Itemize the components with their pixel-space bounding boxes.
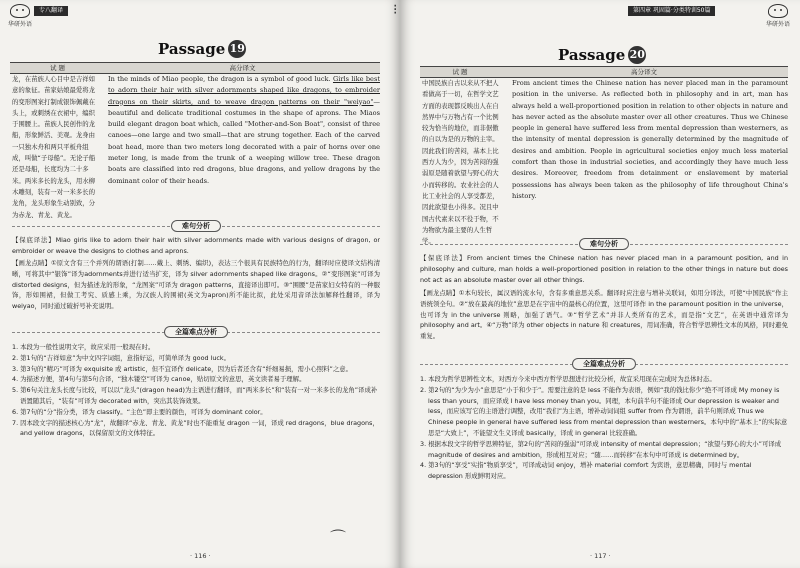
list-item: 4. 为描述方便，第4句与第5句合译，“独木镂空”可译为 canoe，贴切原文的意思，英文读者易于理解。 <box>12 375 306 384</box>
key-point-paragraph: 【画龙点睛】①本句较长，属汉语的流水句，含有多重意思关系。翻译时应注意与增补关联词，如用分译法，可使“中国民族”作主语统领全句。②“放在最高的地位”意思是在宇宙中的最核心的位置，这里可译作 in the paramount position in the universe，也可译为 in the universe 则略，加强了语气。③“哲学艺术”并非人类所有的艺术，而是指“文艺”，在英语中通常译为 philosophy and art。④“万物”译为 other objects in nature 和 creatures，用词准确，符合哲学思辨性文本的风格，同时避免重复。 <box>420 289 788 341</box>
list-item: 7. 因本段文字的描述核心为“龙”，故翻译“赤龙、青龙、黄龙”时也不能重复 dragon 一词，译成 red dragons，blue dragons，and yellow dragons，以保留原文的文体特征。 <box>12 418 379 438</box>
passage-label: Passage <box>558 46 626 64</box>
overall-section-title: 全篇难点分析 <box>572 358 636 370</box>
list-item: 5. 第6句关注龙头长度与比较，可以以“龙头”(dragon head)为主语进行翻译，而“两米多长”和“装有一对一米多长的龙角”译成补语置随其后，“装有”可译为 decorated with，突出其装饰效果。 <box>12 386 378 405</box>
passage-number-badge: 20 <box>628 46 646 64</box>
list-item: 1. 本段为一般性说明文字，故应采用一般现在时。 <box>12 343 155 351</box>
passage-title <box>558 46 646 64</box>
column-header-source: 试 题 <box>452 68 468 76</box>
chapter-tag: 第四章 巩固篇·分类特训50篇 <box>628 6 715 16</box>
target-text-body: From ancient times the Chinese nation has never placed man in the paramount position in the universe. As reflected both in philosophy and in art, man has always held a well-proportioned position in relation to other objects in nature and has never acted as the absolute master over all other creatures. Thus we Chinese people in general have suffered less from mental depression than westerners, as the intensity of mental depression is generally determined by the magnitude of desires and ambition. People in agricultural societies enjoy much less material comfort than those in industrial societies, and accordingly they have much less desires. Moreover, freedom from detainment or enslavement by material possessions has always been taken as the philosophy of life throughout China's history. <box>512 79 788 200</box>
source-text: 中国民族自古以来从不把人看做高于一切，在哲学文艺方面的表现都反映出人在自然界中与万物占有一个比例较为恰当的地位，而非倨傲的自以为是的万物的主宰。因此我们的苦闷，基本上比西方人为少，因为苦闷的强弱原是随着欲望与野心的大小而转移的。农业社会的人比工业社会的人享受都差，因此欲望也小得多。况且中国古代素来以不役于物，不为物欲为最主要的人生哲学。 <box>422 79 499 246</box>
column-header <box>10 62 380 74</box>
publisher-logo <box>766 4 790 28</box>
overall-section-header <box>420 358 788 370</box>
safe-translation-paragraph: 【保底译法】From ancient times the Chinese nation has never placed man in a paramount position, and in philosophy and culture, man holds a well-proportioned position in relation to the other things in nature but does not act as an absolute master over all other things. <box>420 254 788 284</box>
passage-label: Passage <box>158 40 226 58</box>
difficulty-section-header <box>420 238 788 250</box>
bookmark-ribbon-icon: ⌒ <box>330 528 347 547</box>
column-header-target: 高分译文 <box>631 68 657 76</box>
list-item: 2. 第1句的“吉祥如意”为中文四字词组，意指好运，可简单译为 good luck。 <box>12 353 231 362</box>
page-number: · 117 · <box>590 552 611 560</box>
column-header-target: 高分译文 <box>229 64 256 72</box>
source-text: 龙，在苗族人心目中是吉祥如意的象征。苗家姑娘最爱将龙的变形图案打制成银饰佩戴在头上，或刺绣在衣裙中，编织于围腰上。苗族人民创作的龙船，形象鲜活、美观。龙身由一只独木舟和两只平板舟组成，叫做“子母船”。无论子船还是母船，长度均为二十多米。两米多长的龙头，用水柳木雕刻，装有一对一米多长的龙角，龙头形象生动别致，分为赤龙、青龙、黄龙。 <box>12 75 96 219</box>
chapter-tag: 专八翻译 <box>34 6 68 16</box>
difficulty-section-header <box>12 220 380 232</box>
target-text-underlined: Girls like best to adorn their hair with silver adornments shaped like dragons, to embroider dragons on their skirts, and to weave dragon patterns on their "weiyao" <box>108 75 380 106</box>
spine-clip-icon: ⁝ <box>393 2 398 18</box>
right-page <box>400 0 800 568</box>
passage-number-badge: 19 <box>228 40 246 58</box>
overall-section-title: 全篇难点分析 <box>164 326 228 338</box>
difficulty-section-title: 难句分析 <box>579 238 629 250</box>
column-header <box>420 66 788 78</box>
overall-section-header <box>12 326 380 338</box>
key-point-paragraph: 【画龙点睛】①原文含有三个并列的谓语(打制……戴上、刺绣、编织)，表达三个很具有民族特色的行为，翻译时应使译文结构清晰，可将其中“银饰”译为adornments并进行适当扩充，译为 silver adornments shaped like dragons。②“变形图案”可译为 distorted designs，但为描述龙的形象，“龙图案”可译为 dragon patterns，直接译出即可。③“围腰”是苗家妇女特有的一种服饰，形如围裙，但做工考究、质感上乘，为汉族人的围裙(英文为apron)所不能比拟，此处采用音译法加解释性翻译，译为 weiyao，同时通过破折号补充说明。 <box>12 259 380 311</box>
difficulty-section-title: 难句分析 <box>171 220 221 232</box>
logo-mascot-icon <box>768 4 788 18</box>
logo-mascot-icon <box>10 4 30 18</box>
target-text-rest: —beautiful and delicate traditional costumes in the shape of aprons. The Miaos build elegant dragon boat which, called "Mother-and-Son Boat", consist of three canoes—one large and two small—that are strung together. Each of the carved boat head, more than two meters long decorated with a pair of horns over one meter long, is made from the trunk of a weeping willow tree. These dragon boats are classified into red dragons, blue dragons, and yellow dragons by the dominant color of their heads. <box>108 97 380 185</box>
target-text-intro: In the minds of Miao people, the dragon is a symbol of good luck. <box>108 75 333 83</box>
list-item: 6. 第7句的“分”指分类，译为 classify。“主色”即主要的颜色，可译为 dominant color。 <box>12 407 267 416</box>
column-header-source: 试 题 <box>49 64 66 72</box>
target-text <box>512 78 788 230</box>
safe-translation-paragraph: 【保底译法】Miao girls like to adorn their hair with silver adornments made with various designs of dragon, or embroider or weave the designs to clothes and aprons. <box>12 236 380 255</box>
overall-analysis-list <box>420 374 788 544</box>
target-text <box>108 74 380 216</box>
list-item: 1. 本段为哲学思辨性文本，对西方今来中西方哲学思想进行比较分析，故宜采用现在完成时为总体时态。 <box>420 375 716 383</box>
publisher-logo <box>8 4 32 28</box>
passage-title <box>158 40 246 58</box>
list-item: 4. 第3句的“享受”实指“物质享受”，可译成动词 enjoy，增补 material comfort 为宾语，意思精确，同时与 mental depression 形成鲜明对应。 <box>420 461 752 481</box>
list-item: 3. 第3句的“精巧”可译为 exquisite 或 artistic，但不宜译作 delicate，因为后者还含有“纤细易损，需小心照料”之意。 <box>12 364 353 373</box>
logo-text: 华研外语 <box>765 21 790 28</box>
list-item: 2. 第2句的“为少为小”意思是“小于和少于”。需要注意的是 less 不能作为表语，例如“我的钱比你少”绝不可译成 My money is less than yours，而应译成 I have less money than you。同理，本句前半句不能译成 Our depression is weaker and less，而应该写它的主语进行调整，改用“我们”为主语，增补动词词组 suffer from 作为谓语，前半句则译成 Thus we Chinese people in general have suffered less from mental depression than westerners。本句中的“基本上”的实际意思是“大致上”，不能望文生义译成 basically，译成 in general 比较准确。 <box>420 385 788 437</box>
overall-analysis-list <box>12 342 380 540</box>
list-item: 3. 根据本段文字的哲学思辨特征，第2句的“苦闷的强弱”可译成 intensity of mental depression；“欲望与野心的大小”可译成 magnitude of desires and ambition，形成相互对应；“随……而转移”在本句中可译成 is determined by。 <box>420 439 782 459</box>
page-number: · 116 · <box>190 552 211 560</box>
logo-text: 华研外语 <box>8 21 33 28</box>
